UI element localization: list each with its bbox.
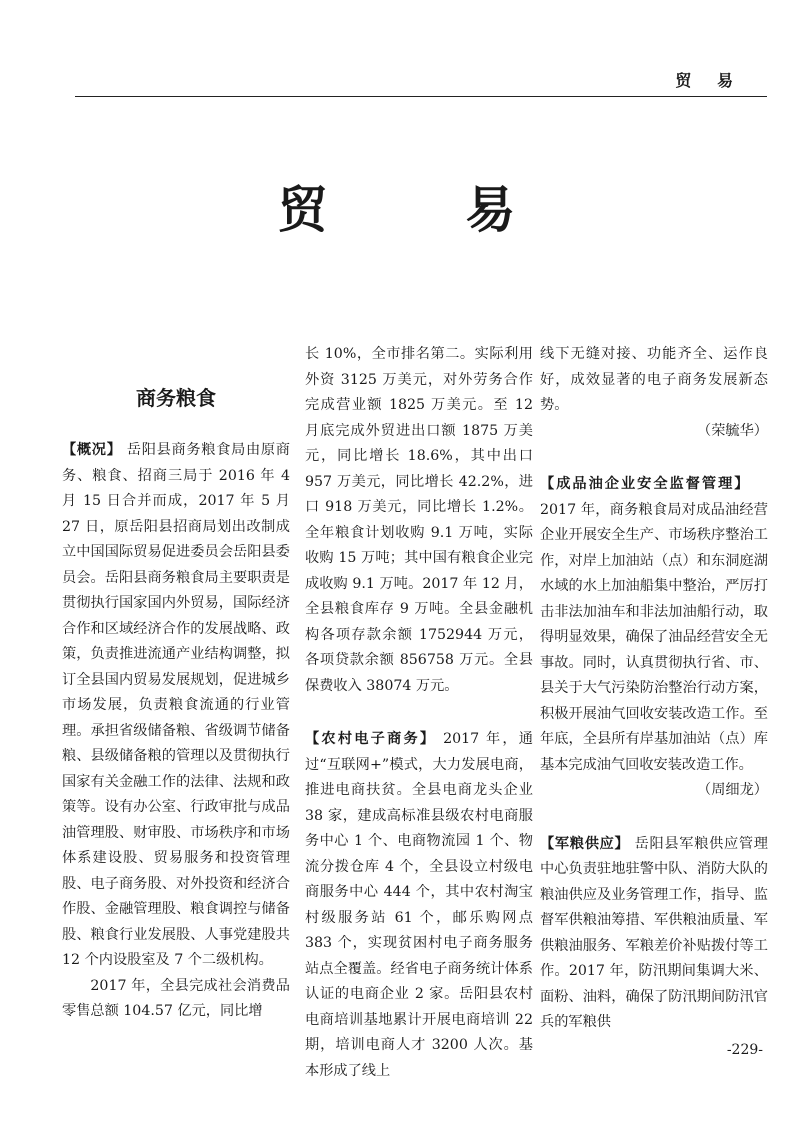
chapter-title: 贸 易 xyxy=(277,180,576,239)
column-2 xyxy=(305,342,533,1084)
ecommerce-paragraph xyxy=(305,727,533,1084)
oil-paragraph: 2017 年，商务粮食局对成品油经营企业开展安全生产、市场秩序整治工作，对岸上加油站（点）和东洞庭湖水域的水上加油船集中整治，严厉打击非法加油车和非法加油船行动，取得明显效果，确保了油品经营安全无事故。同时，认真贯彻执行省、市、县关于大气污染防治整治行动方案，积极开展油气回收安装改造工作。至年底，全县所有岸基加油站（点）库基本完成油气回收安装改造工作。 xyxy=(540,501,768,773)
oil-lead: 【成品油企业安全监督管理】 xyxy=(540,476,751,492)
overview-text: 岳阳县商务粮食局由原商务、粮食、招商三局于 2016 年 4 月 15 日合并而成，2017 年 5 月 27 日，原岳阳县招商局划出改制成立中国国际贸易促进委员会岳阳县委员会。岳阳县商务粮食局主要职责是贯彻执行国家国内外贸易，国际经济合作和区域经济合作的发展战略、政策，负责推进流通产业结构调整，拟订全县国内贸易发展规划，促进城乡市场发展，负责粮食流通的行业管理。承担省级储备粮、省级调节储备粮、县级储备粮的管理以及贯彻执行国家有关金融工作的法律、法规和政策等。设有办公室、行政审批与成品油管理股、财审股、市场秩序和市场体系建设股、贸易服务和投资管理股、电子商务股、对外投资和经济合作股、金融管理股、粮食调控与储备股、粮食行业发展股、人事党建股共 12 个内设股室及 7 个二级机构。 xyxy=(62,442,290,968)
author-credit: （周细龙） xyxy=(697,782,768,798)
page-number: -229- xyxy=(726,1042,763,1058)
military-paragraph xyxy=(540,832,768,1036)
ecommerce-continued: 线下无缝对接、功能齐全、运作良好，成效显著的电子商务发展新态势。 xyxy=(540,346,768,413)
ecommerce-text: 2017 年，通过“互联网+”模式，大力发展电商，推进电商扶贫。全县电商龙头企业 38 家，建成高标准县级农村电商服务中心 1 个、电商物流园 1 个、物流分拨仓库 4 个，全县设立村级电商服务中心 444 个，其中农村淘宝村级服务站 61 个，邮乐购网点 383 个，实现贫困村电子商务服务站点全覆盖。经省电子商务统计体系认证的电商企业 2 家。岳阳县农村电商培训基地累计开展电商培训 22 期，培训电商人才 3200 人次。基本形成了线上 xyxy=(305,731,533,1079)
section-title: 商务粮食 xyxy=(136,386,216,410)
overview-paragraph xyxy=(62,438,290,974)
column-3 xyxy=(540,342,768,1036)
stats-paragraph: 2017 年，全县完成社会消费品零售总额 104.57 亿元，同比增 xyxy=(62,977,290,1019)
author-credit: （荣毓华） xyxy=(697,422,768,439)
column-1 xyxy=(62,438,290,1025)
military-text: 岳阳县军粮供应管理中心负责驻地驻警中队、消防大队的粮油供应及业务管理工作，指导、监督军供粮油筹措、军供粮油质量、军供粮油服务、军粮差价补贴拨付等工作。2017 年，防汛期间集调大米、面粉、油料，确保了防汛期间防汛官兵的军粮供 xyxy=(540,835,768,1030)
header-rule xyxy=(75,96,767,97)
stats-continued: 长 10%，全市排名第二。实际利用外资 3125 万美元，对外劳务合作完成营业额 1825 万美元。至 12 月底完成外贸进出口额 1875 万美元，同比增长 18.6%，其中出口 957 万美元，同比增长 42.2%，进口 918 万美元，同比增长 1.2%。全年粮食计划收购 9.1 万吨，实际收购 15 万吨；其中国有粮食企业完成收购 9.1 万吨。2017 年 12 月，全县粮食库存 9 万吨。全县金融机构各项存款余额 1752944 万元，各项贷款余额 856758 万元。全县保费收入 38074 万元。 xyxy=(305,346,533,694)
overview-lead: 【概况】 xyxy=(62,442,122,458)
running-header: 贸 易 xyxy=(675,71,743,90)
military-lead: 【军粮供应】 xyxy=(540,835,630,852)
ecommerce-lead: 【农村电子商务】 xyxy=(305,731,437,747)
